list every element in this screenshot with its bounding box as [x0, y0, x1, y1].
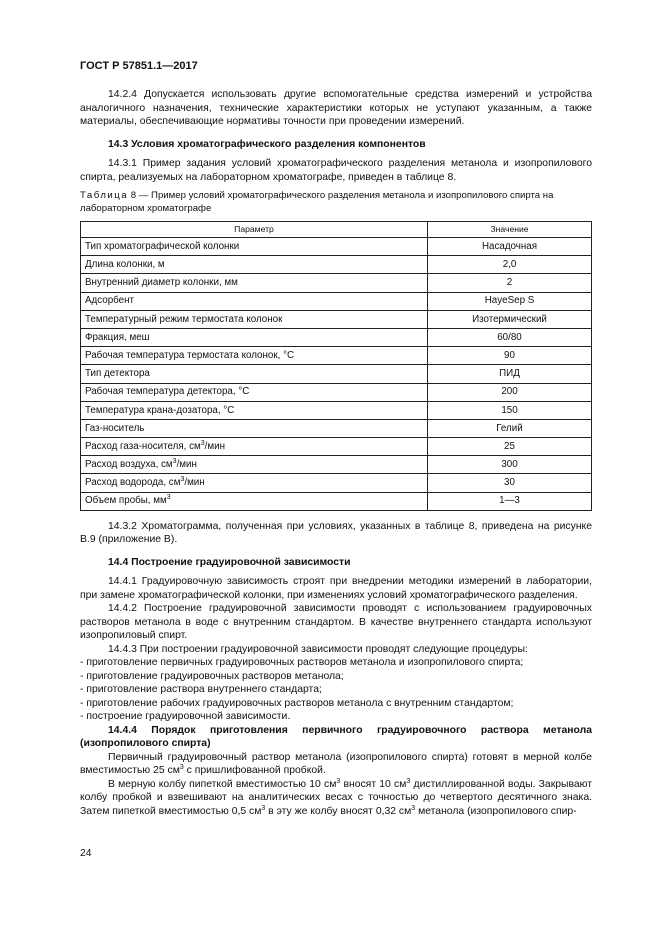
param-cell: Внутренний диаметр колонки, мм [81, 274, 428, 292]
table-row [81, 438, 592, 456]
value-cell: 2,0 [428, 256, 592, 274]
param-cell: Фракция, меш [81, 328, 428, 346]
value-cell: 300 [428, 456, 592, 474]
param-cell: Температурный режим термостата колонок [81, 310, 428, 328]
table-row [81, 456, 592, 474]
value-cell: HayeSep S [428, 292, 592, 310]
param-cell: Рабочая температура термостата колонок, °C [81, 347, 428, 365]
table-row [81, 474, 592, 492]
table-row [81, 292, 592, 310]
value-cell: 150 [428, 401, 592, 419]
page-number: 24 [80, 848, 92, 859]
table-row [81, 238, 592, 256]
paragraph-14-3-1: 14.3.1 Пример задания условий хроматографического разделения метанола и изопропилового спирта, реализуемых на лабораторном хроматографе, приведен в таблице 8. [80, 158, 592, 183]
value-cell: 2 [428, 274, 592, 292]
value-cell: Насадочная [428, 238, 592, 256]
paragraph-14-2-4: 14.2.4 Допускается использовать другие вспомогательные средства измерений и устройства аналогичного назначения, технические характеристики которых не уступают указанным, а также материалы, обеспечивающие нормативы точности при проведении измерений. [80, 89, 592, 127]
table-row [81, 256, 592, 274]
value-cell: 25 [428, 438, 592, 456]
table-row [81, 383, 592, 401]
column-header-parameter: Параметр [81, 222, 428, 238]
param-cell: Объем пробы, $мм^3$ [81, 492, 428, 510]
value-cell: Гелий [428, 419, 592, 437]
table-row [81, 401, 592, 419]
list-item: - построение градуировочной зависимости. [80, 711, 291, 723]
page-content [80, 88, 592, 818]
conditions-table [80, 221, 592, 511]
table-row [81, 274, 592, 292]
param-cell: Температура крана-дозатора, °C [81, 401, 428, 419]
param-cell: Рабочая температура детектора, °C [81, 383, 428, 401]
param-cell: Расход газа-носителя, $см^3$/мин [81, 438, 428, 456]
param-cell: Длина колонки, м [81, 256, 428, 274]
table-row [81, 419, 592, 437]
paragraph-14-4-1: 14.4.1 Градуировочную зависимость строят при внедрении методики измерений в лаборатории, при замене хроматографической колонки, при изменениях условий хроматографического разделения. [80, 576, 592, 601]
param-cell: Тип хроматографической колонки [81, 238, 428, 256]
table-caption-text: 8 — Пример условий хроматографического разделения метанола и изопропилового спирта на лабораторном хроматографе [80, 190, 554, 214]
table-caption-label: Таблица [80, 190, 129, 201]
param-cell: Расход водорода, $см^3$/мин [81, 474, 428, 492]
value-cell: 200 [428, 383, 592, 401]
table-caption [80, 190, 592, 215]
paragraph-14-3-2: 14.3.2 Хроматограмма, полученная при условиях, указанных в таблице 8, приведена на рисунке В.9 (приложение В). [80, 520, 592, 546]
list-item: - приготовление градуировочных растворов метанола; [80, 670, 344, 682]
table-row [81, 310, 592, 328]
column-header-value: Значение [428, 222, 592, 238]
value-cell: ПИД [428, 365, 592, 383]
section-heading-14-4: 14.4 Построение градуировочной зависимости [108, 556, 351, 568]
list-item: - приготовление первичных градуировочных растворов метанола и изопропилового спирта; [80, 657, 524, 669]
value-cell: 30 [428, 474, 592, 492]
table-row [81, 365, 592, 383]
paragraph-procedure: В мерную колбу пипеткой вместимостью 10 $см^3$ вносят 10 $см^3$ дистиллированной воды. Закрывают колбу пробкой и взвешивают на аналитических весах с точностью до четвертого десятичного знака. Затем пипеткой вместимостью 0,5 $см^3$ в эту же колбу вносят 0,32 $см^3$ метанола (изопропилового спир- [80, 777, 592, 817]
paragraph-primary-solution: Первичный градуировочный раствор метанола (изопропилового спирта) готовят в мерной колбе вместимостью 25 $см^3$ с пришлифованной пробкой. [80, 751, 592, 777]
table-row [81, 492, 592, 510]
param-cell: Тип детектора [81, 365, 428, 383]
document-code: ГОСТ Р 57851.1—2017 [80, 60, 198, 72]
paragraph-14-4-2: 14.4.2 Построение градуировочной зависимости проводят с использованием градуировочных растворов метанола в воде с внутренним стандартом. В качестве внутреннего стандарта используют изопропиловый спирт. [80, 603, 592, 642]
subsection-heading-14-4-4: 14.4.4 Порядок приготовления первичного градуировочного раствора метанола (изопропилового спирта) [80, 724, 592, 750]
param-cell: Расход воздуха, $см^3$/мин [81, 456, 428, 474]
value-cell: Изотермический [428, 310, 592, 328]
param-cell: Газ-носитель [81, 419, 428, 437]
table-row [81, 328, 592, 346]
value-cell: 60/80 [428, 328, 592, 346]
value-cell: 90 [428, 347, 592, 365]
table-row [81, 347, 592, 365]
list-item: - приготовление рабочих градуировочных растворов метанола с внутренним стандартом; [80, 697, 514, 709]
value-cell: 1—3 [428, 492, 592, 510]
section-heading-14-3: 14.3 Условия хроматографического разделения компонентов [108, 138, 426, 150]
table-header-row [81, 222, 592, 238]
paragraph-14-4-3: 14.4.3 При построении градуировочной зависимости проводят следующие процедуры: [108, 643, 528, 655]
list-item: - приготовление раствора внутреннего стандарта; [80, 684, 322, 696]
param-cell: Адсорбент [81, 292, 428, 310]
